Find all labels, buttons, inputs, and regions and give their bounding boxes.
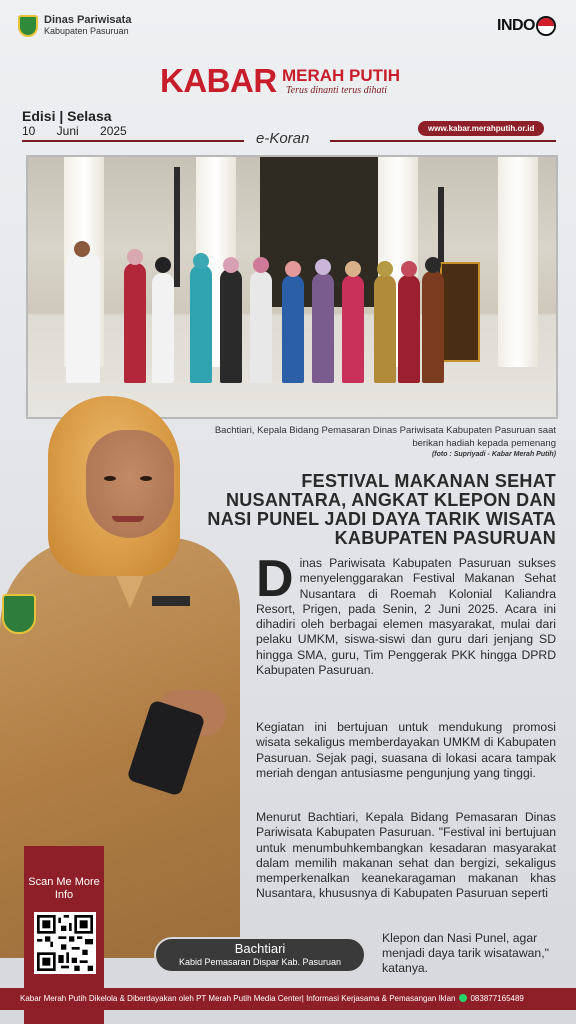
masthead: [160, 62, 401, 99]
dispar-logo: [18, 14, 131, 37]
footer-bar: [0, 988, 576, 1010]
website-link[interactable]: www.kabar.merahputih.or.id: [418, 121, 544, 136]
pasuruan-emblem-icon: [18, 15, 38, 37]
photo-caption: Bachtiari, Kepala Bidang Pemasaran Dinas Pariwisata Kabupaten Pasuruan saat berikan hadiah kepada pemenang: [214, 425, 556, 449]
drop-cap: D: [256, 550, 294, 608]
section-label: e-Koran: [256, 130, 310, 147]
edition-label: Edisi | Selasa: [22, 108, 112, 124]
event-photo: [26, 155, 558, 419]
red-white-circle-icon: [536, 16, 556, 36]
whatsapp-icon: [459, 994, 467, 1002]
org-sub: Kabupaten Pasuruan: [44, 26, 129, 36]
article-paragraph-1: [256, 550, 556, 678]
scan-label: Scan Me More Info: [28, 876, 100, 901]
qr-code[interactable]: [34, 912, 96, 974]
name-tag: [152, 596, 190, 606]
person-name-card: [154, 937, 366, 973]
indo-logo: [497, 16, 556, 36]
divider-right: [330, 140, 556, 142]
edition-date: 10 Juni 2025: [22, 124, 127, 138]
masthead-kabar: KABAR: [160, 62, 277, 99]
article-paragraph-2: Kegiatan ini bertujuan untuk mendukung promosi wisata sekaligus memberdayakan UMKM di Kabupaten Pasuruan. Sejak pagi, suasana di lokasi acara tampak meriah dengan antusiasme pengunjung yang tinggi.: [256, 720, 556, 780]
masthead-tagline: Terus dinanti terus dihati: [286, 85, 388, 96]
person-name: Bachtiari: [234, 941, 286, 956]
article-paragraph-3: Menurut Bachtiari, Kepala Bidang Pemasaran Dinas Pariwisata Kabupaten Pasuruan. "Festival ini bertujuan untuk menumbuhkembangkan kesadaran masyarakat dalam memilih makanan sehat dan bergizi, sekaligus memperkenalkan keanekaragaman makanan khas Nusantara, khususnya di Kabupaten Pasuruan seperti: [256, 810, 556, 901]
person-title: Kabid Pemasaran Dispar Kab. Pasuruan: [178, 957, 342, 967]
org-name: Dinas Pariwisata: [44, 14, 132, 26]
photo-credit: (foto : Supriyadi - Kabar Merah Putih): [431, 451, 556, 458]
divider-left: [22, 140, 244, 142]
article-headline: FESTIVAL MAKANAN SEHAT NUSANTARA, ANGKAT KLEPON DAN NASI PUNEL JADI DAYA TARIK WISATA KABUPATEN PASURUAN: [207, 471, 556, 548]
article-paragraph-3-tail: Klepon dan Nasi Punel, agar menjadi daya tarik wisatawan," katanya.: [382, 931, 549, 975]
qr-code-icon: [37, 915, 93, 971]
indo-logo-text: INDO: [497, 17, 535, 34]
footer-phone[interactable]: 083877165489: [470, 994, 524, 1003]
masthead-merah-putih: MERAH PUTIH: [282, 66, 401, 85]
shoulder-emblem-icon: [2, 594, 36, 634]
footer-text: Kabar Merah Putih Dikelola & Diberdayakan oleh PT Merah Putih Media Center| Informasi Kerjasama & Pemasangan Iklan: [20, 994, 456, 1003]
paragraph-1-text: inas Pariwisata Kabupaten Pasuruan sukses menyelenggarakan Festival Makanan Sehat Nusantara di Roemah Kolonial Kaliandra Resort, Prigen, pada Senin, 2 Juni 2025. Acara ini dihadiri oleh berbagai elemen masyarakat, mulai dari pelaku UMKM, siswa-siswi dan guru dari jenjang SD hingga SMA, guru, Tim Penggerak PKK hingga DPRD Kabupaten Pasuruan.: [256, 556, 556, 678]
